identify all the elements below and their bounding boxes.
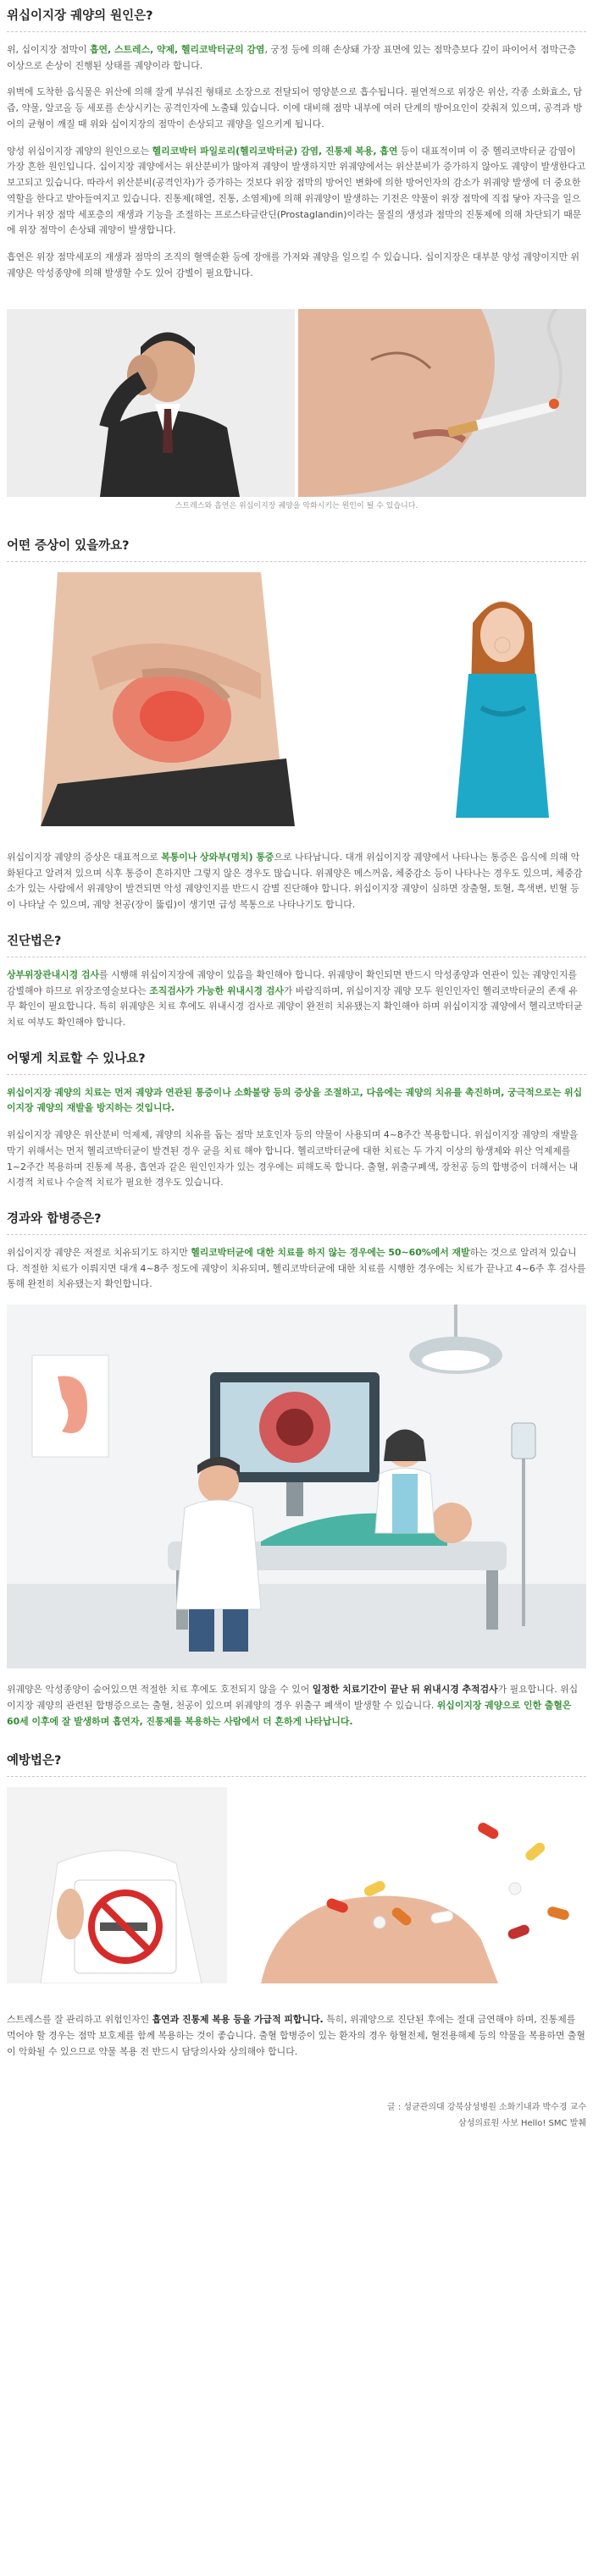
no-smoking-and-pills-illustration [7,1787,586,1983]
text-run: 를 시행해 위십이지장에 궤양이 있음을 확인해야 합니다. 위궤양이 확인되면 반드시 악성종양과 연관이 있는 궤양인지를 감별해야 하므로 위장조영술보다는 [7,968,577,996]
article-credit [7,2099,586,2132]
section-cause [7,0,586,513]
section-title: 경과와 합병증은? [7,1211,586,1235]
endoscopy-room-illustration [7,1305,586,1669]
stressed-man-and-cigarette-illustration [7,309,586,497]
paragraph [7,1682,586,1729]
text-run: 으로 나타납니다. 대개 위십이지장 궤양에서 나타나는 통증은 음식에 의해 악화된다고 알려져 있으며 식후 통증이 흔하지만 그렇지 않은 경우도 많습니다. 위궤양은 메스꺼움, 체중감소 등이 나타나는 경우도 있으며, 체중감소가 있는 사람에서 위궤양이 발견되면 악성 궤양인지를 반드시 감별 진단해야 합니다. 위십이지장 궤양이 심하면 장출혈, 토혈, 흑색변, 빈혈 등이 나타날 수 있으며, 궤양 천공(장이 뚫림)이 생기면 급성 복통으로 나타나기도 합니다. [7,851,583,911]
credit-author: 글 : 성균관의대 강북삼성병원 소화기내과 박수경 교수 [387,2102,586,2112]
text-run: 등이 대표적이며 이 중 헬리코박터균 감염이 가장 흔한 원인입니다. 십이지장 궤양에서는 위산분비가 많아져 궤양이 발생하지만 위궤양에서는 위산분비가 증가하지 않아도 궤양이 발생한다고 보고되고 있습니다. 따라서 위산분비(공격인자)가 증가하는 것보다 위장 점막의 방어인 변화에 의한 방어인자의 감소가 위궤양 발생에 더 중요한 역할을 한다고 받아들여지고 있습니다. 진통제(해열, 진통, 소염제)에 의해 위궤양이 발생하는 기전은 약물이 위장 점막에 직접 닿아 자극을 일으키거나 위장 점막 세포층의 재생과 기능을 조절하는 프로스타글란딘(Prostaglandin)이라는 물질의 생성과 점막의 진통제에 의해 차단되기 때문에 위장 점막이 손상돼 궤양이 발생합니다. [7,145,586,236]
text-run: 하는 것으로 알려져 있습니다. 적절한 치료가 이뤄지면 대개 4~8주 정도에 궤양이 치유되며, 헬리코박터균에 대한 치료를 시행한 경우에는 치료가 끝나고 4~6주 후 검사를 통해 완전히 치유됐는지 확인합니다. [7,1246,586,1290]
bold-text: 일정한 치료기간이 끝난 뒤 위내시경 추적검사 [312,1684,498,1696]
figure-caption: 스트레스와 흡연은 위십이지장 궤양을 악화시키는 원인이 될 수 있습니다. [175,501,418,510]
section-title: 예방법은? [7,1753,586,1777]
paragraph: 위벽에 도착한 음식물은 위산에 의해 잘게 부숴진 형태로 소장으로 전달되어 영양분으로 흡수됩니다. 필연적으로 위장은 위산, 각종 소화효소, 담즙, 약물, 알코올 등 세포를 손상시키는 공격인자에 노출돼 있습니다. 이에 대비해 점막 내부에 여러 단계의 방어요인이 갖춰져 있으며, 공격과 방어의 균형이 깨질 때 위와 십이지장의 점막이 손상되고 궤양을 일으키게 됩니다. [7,86,583,130]
highlight-text: 복통이나 상와부(명치) 통증 [161,851,274,863]
text-run: 스트레스를 잘 관리하고 위험인자인 [7,2014,152,2026]
highlight-text: 상부위장관내시경 검사 [7,968,99,980]
section-prevention [7,1753,586,2060]
paragraph: 위십이지장 궤양은 위산분비 억제제, 궤양의 치유를 돕는 점막 보호인자 등의 약물이 사용되며 4~8주간 복용합니다. 위십이지장 궤양의 재발을 막기 위해서는 먼저 헬리코박터균이 발견된 경우 균을 치료 해야 합니다. 헬리코박터균에 대한 치료는 두 가지 이상의 항생제와 위산 억제제를 1~2주간 복용하며 진통제 복용, 흡연과 같은 원인인자가 있는 경우에는 피해도록 합니다. 출혈, 위출구폐색, 장천공 등의 합병증이 더해서는 내시경적 치료나 수술적 치료가 필요한 경우도 있습니다. [7,1129,579,1189]
paragraph [7,968,586,1031]
section-treatment [7,1051,586,1191]
section-title: 어떻게 치료할 수 있나요? [7,1051,586,1075]
section-prognosis [7,1211,586,1729]
credit-source: 삼성의료원 사보 Hello! SMC 발췌 [458,2118,586,2128]
highlight-text: 헬리코박터균에 대한 치료를 하지 않는 경우에는 50~60%에서 재발 [191,1246,470,1258]
paragraph [7,850,586,913]
highlight-text: 조직검사가 가능한 위내시경 검사 [149,985,284,996]
text-run: 가 바람직하며, 위십이지장 궤양 모두 원인인자인 헬리코박터균의 존재 유무 확인이 필요합니다. 특히 위궤양은 치료 후에도 위내시경 검사로 궤양이 완전히 치유됐는지 확인해야 하며 위십이지장 궤양에서 헬리코박터균 치료 여부도 확인해야 합니다. [7,985,583,1028]
highlight-text: 헬리코박터 파일로리(헬리코박터균) 감염, 진통제 복용, 흡연 [152,145,398,157]
section-symptom [7,538,586,913]
paragraph [7,42,586,74]
text-run: 특히, 위궤양으로 진단된 후에는 절대 금연해야 하며, 진통제를 먹어야 할 경우는 점막 보호제를 함께 복용하는 것이 좋습니다. 출혈 합병증이 있는 환자의 경우 항혈전제, 혈전용해제 등의 약물을 복용하면 출혈이 악화될 수 있으므로 약물 복용 전 반드시 담당의사와 상의해야 합니다. [7,2014,585,2057]
bold-text: 흡연과 진통제 복용 등을 가급적 피합니다. [152,2014,324,2026]
text-run: 위십이지장 궤양의 증상은 대표적으로 [7,851,162,863]
text-run: , 궁정 등에 의해 손상돼 가장 표면에 있는 점막층보다 깊이 파이어서 점막근층 이상으로 손상이 진행된 상태를 궤양이라 합니다. [7,43,577,71]
highlight-text: 흡연, 스트레스, 약제, 헬리코박터균의 감염 [90,43,265,55]
paragraph: 흡연은 위장 점막세포의 재생과 점막의 조직의 혈액순환 등에 장애를 가져와 궤양을 일으킬 수 있습니다. 십이지장은 대부분 양성 궤양이지만 위궤양은 악성종양에 의해 발생할 수도 있어 감별이 필요합니다. [7,251,579,279]
text-run: 위십이지장 궤양은 저절로 치유되기도 하지만 [7,1246,191,1258]
text-run: 양성 위십이지장 궤양의 원인으로는 [7,145,152,157]
paragraph [7,2012,586,2060]
section-title: 진단법은? [7,934,586,957]
abdominal-pain-illustration [7,572,586,826]
section-diagnosis [7,934,586,1031]
highlight-text: 위십이지장 궤양의 치료는 먼저 궤양과 연관된 통증이나 소화불량 등의 증상을 조절하고, 다음에는 궤양의 치유를 촉진하며, 궁극적으로는 위십이지장 궤양의 재발을 방지하는 것입니다. [7,1086,583,1114]
text-run: 위궤양은 악성종양이 숨어있으면 적절한 치료 후에도 호전되지 않을 수 있어 [7,1684,313,1696]
figure-abdominal-pain [7,572,586,826]
figure-stress-smoking [7,309,586,513]
paragraph [7,1245,586,1293]
text-run: 가 필요합니다. 위십이지장 궤양의 관련된 합병증으로는 출혈, 천공이 있으며 위궤양의 경우 위출구 폐색이 발생할 수 있습니다. [7,1684,579,1711]
figure-prevention [7,1787,586,1983]
figure-endoscopy [7,1305,586,1669]
paragraph [7,144,586,240]
highlight-text: 위십이지장 궤양으로 인한 출혈은 60세 이후에 잘 발생하며 흡연자, 진통제를 복용하는 사람에서 더 흔하게 나타납니다. [7,1699,572,1727]
section-title: 위십이지장 궤양의 원인은? [7,8,586,32]
section-title: 어떤 증상이 있을까요? [7,538,586,562]
text-run: 위, 십이지장 점막이 [7,43,91,55]
paragraph [7,1085,586,1117]
